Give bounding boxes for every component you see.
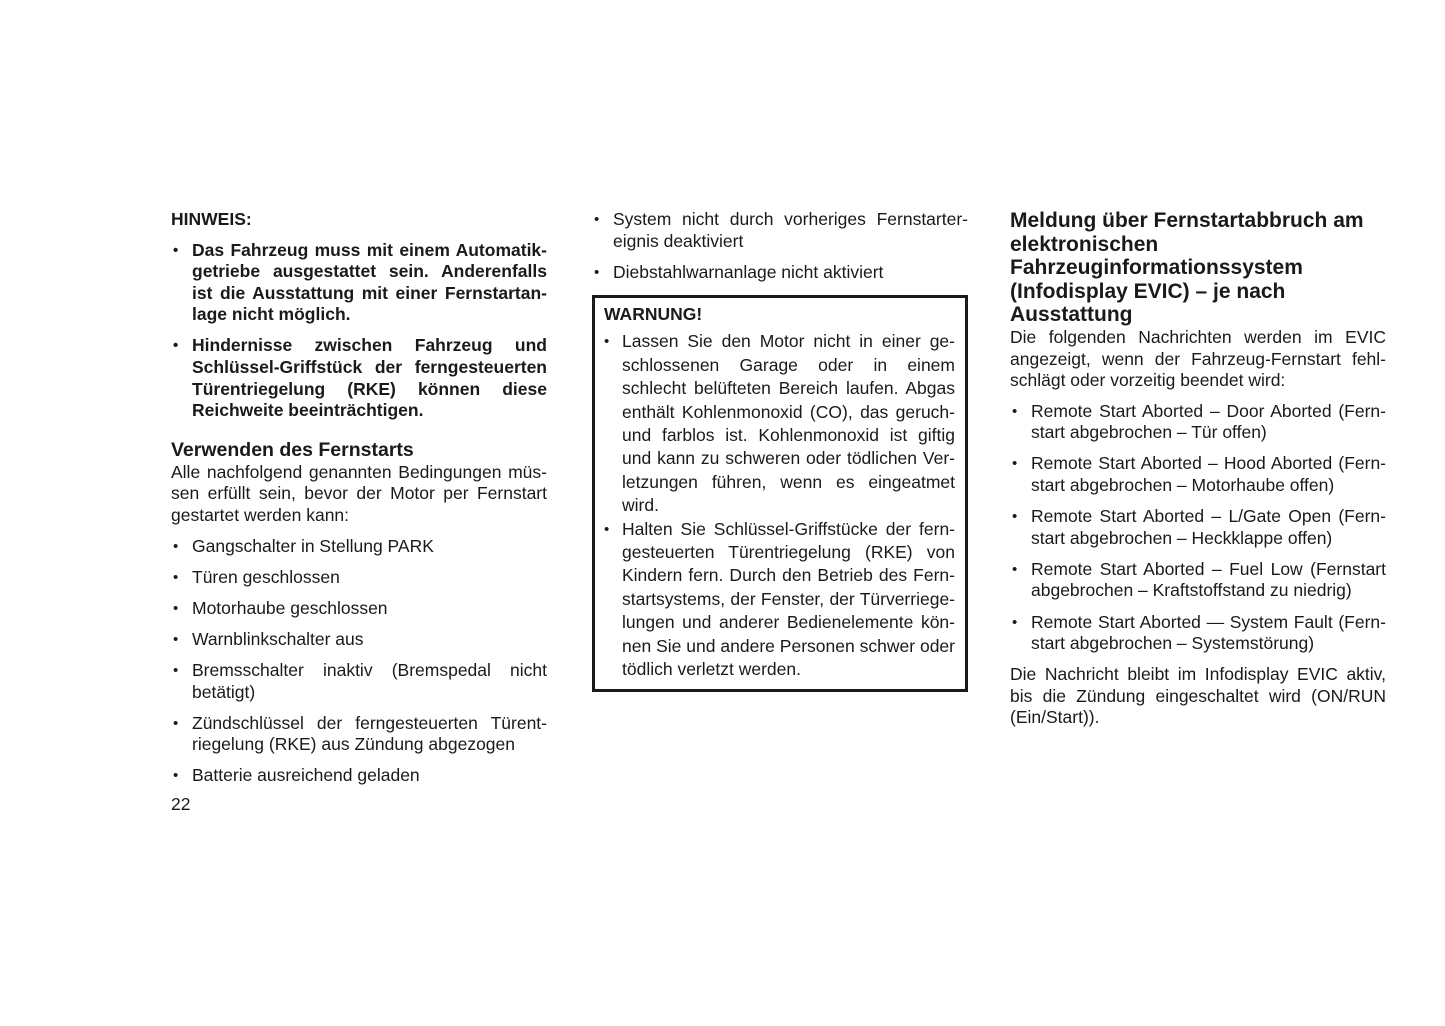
warning-item: • Halten Sie Schlüssel-Griffstücke der fern-gesteuerten Türentriegelung (RKE) von Kindern fern. Durch den Betrieb des Fern-startsystems, der Fenster, der Türverriege-lungen und anderer Bedienelemente kön-nen Sie und andere Personen schwer oder tödlich verletzt werden. xyxy=(604,518,955,682)
page-number: 22 xyxy=(171,794,191,814)
note-label: HINWEIS: xyxy=(171,209,252,229)
list-item: • Gangschalter in Stellung PARK xyxy=(171,536,547,558)
list-item: • Bremsschalter inaktiv (Bremspedal nicht betätigt) xyxy=(171,660,547,703)
list-item: • Warnblinkschalter aus xyxy=(171,629,547,651)
note-item: • Das Fahrzeug muss mit einem Automatik-getriebe ausgestattet sein. Anderenfalls ist die Ausstattung mit einer Fernstartan-lage nicht möglich. xyxy=(171,240,547,326)
section-intro: Alle nachfolgend genannten Bedingungen müs-sen erfüllt sein, bevor der Motor per Fernstart gestartet werden kann: xyxy=(171,461,547,526)
section-title-evic: Meldung über Fernstartabbruch am elektronischen Fahrzeuginformationssystem (Infodisplay EVIC) – je nach Ausstattung xyxy=(1010,209,1364,327)
list-item: • Diebstahlwarnanlage nicht aktiviert xyxy=(592,262,968,284)
right-column xyxy=(1010,209,1386,729)
evic-messages-list xyxy=(1010,401,1386,655)
list-item: • System nicht durch vorheriges Fernstarter-eignis deaktiviert xyxy=(592,209,968,252)
warning-box xyxy=(592,295,968,692)
warning-list xyxy=(604,330,955,681)
warning-item: • Lassen Sie den Motor nicht in einer ge-schlossenen Garage oder in einem schlecht belüfteten Bereich laufen. Abgas enthält Kohlenmonoxid (CO), das geruch-und farblos ist. Kohlenmonoxid ist giftig und kann zu schweren oder tödlichen Ver-letzungen führen, wenn es eingeatmet wird. xyxy=(604,330,955,517)
section-title: Verwenden des Fernstarts xyxy=(171,438,414,461)
list-item: • Remote Start Aborted – Fuel Low (Fernstart abgebrochen – Kraftstoffstand zu niedrig) xyxy=(1010,559,1386,602)
list-item: • Batterie ausreichend geladen xyxy=(171,765,547,787)
note-item: • Hindernisse zwischen Fahrzeug und Schlüssel-Griffstück der ferngesteuerten Türentriegelung (RKE) können diese Reichweite beeinträchtigen. xyxy=(171,335,547,421)
middle-column xyxy=(592,209,968,692)
evic-intro: Die folgenden Nachrichten werden im EVIC angezeigt, wenn der Fahrzeug-Fernstart fehl-schlägt oder vorzeitig beendet wird: xyxy=(1010,326,1386,391)
list-item: • Remote Start Aborted – Door Aborted (Fern-start abgebrochen – Tür offen) xyxy=(1010,401,1386,444)
list-item: • Türen geschlossen xyxy=(171,567,547,589)
note-list xyxy=(171,240,547,422)
list-item: • Remote Start Aborted – Hood Aborted (Fern-start abgebrochen – Motorhaube offen) xyxy=(1010,453,1386,496)
left-column xyxy=(171,209,547,796)
list-item: • Motorhaube geschlossen xyxy=(171,598,547,620)
list-item: • Remote Start Aborted — System Fault (Fern-start abgebrochen – Systemstörung) xyxy=(1010,612,1386,655)
conditions-list xyxy=(171,536,547,787)
list-item: • Zündschlüssel der ferngesteuerten Türent-riegelung (RKE) aus Zündung abgezogen xyxy=(171,713,547,756)
conditions-list-continued xyxy=(592,209,968,283)
list-item: • Remote Start Aborted – L/Gate Open (Fern-start abgebrochen – Heckklappe offen) xyxy=(1010,506,1386,549)
evic-outro: Die Nachricht bleibt im Infodisplay EVIC aktiv, bis die Zündung eingeschaltet wird (ON/RUN (Ein/Start)). xyxy=(1010,664,1386,728)
warning-label: WARNUNG! xyxy=(604,304,703,325)
